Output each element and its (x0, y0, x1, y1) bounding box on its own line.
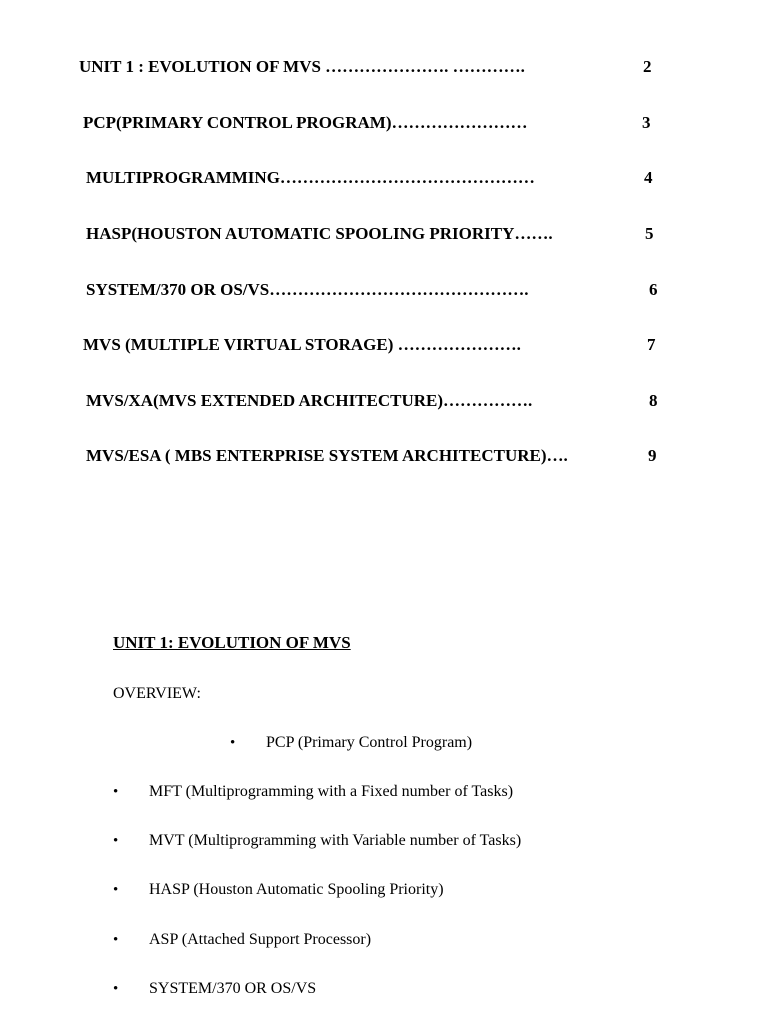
list-item: PCP (Primary Control Program) (266, 734, 473, 751)
toc-entry-page: 9 (648, 446, 657, 465)
section-title: UNIT 1: EVOLUTION OF MVS (113, 633, 351, 652)
toc-entry-title: MVS/XA(MVS EXTENDED ARCHITECTURE)……………. (86, 391, 533, 410)
toc-entry-page: 2 (643, 57, 652, 76)
toc-entry-page: 7 (647, 335, 656, 354)
list-item: MFT (Multiprogramming with a Fixed number of Tasks) (149, 783, 514, 800)
list-item: ASP (Attached Support Processor) (149, 931, 372, 948)
bullet-icon: • (113, 784, 119, 800)
toc-entry-title: MVS/ESA ( MBS ENTERPRISE SYSTEM ARCHITECTURE)…. (86, 446, 568, 465)
toc-entry-title: PCP(PRIMARY CONTROL PROGRAM)…………………… (83, 113, 528, 132)
toc-entry-page: 6 (649, 280, 658, 299)
bullet-icon: • (113, 932, 119, 948)
bullet-icon: • (113, 833, 119, 849)
list-item: MVT (Multiprogramming with Variable number of Tasks) (149, 832, 522, 849)
bullet-icon: • (113, 882, 119, 898)
toc-entry-page: 5 (645, 224, 654, 243)
toc-entry-title: MULTIPROGRAMMING……………………………………… (86, 168, 535, 187)
bullet-icon: • (230, 735, 236, 751)
toc-entry-page: 3 (642, 113, 651, 132)
list-item: SYSTEM/370 OR OS/VS (149, 980, 317, 997)
bullet-icon: • (113, 981, 119, 997)
toc-entry-page: 8 (649, 391, 658, 410)
toc-entry-title: SYSTEM/370 OR OS/VS………………………………………. (86, 280, 529, 299)
toc-entry-title: MVS (MULTIPLE VIRTUAL STORAGE) …………………. (83, 335, 521, 354)
toc-entry-title: HASP(HOUSTON AUTOMATIC SPOOLING PRIORITY……. (86, 224, 553, 243)
toc-entry-title: UNIT 1 : EVOLUTION OF MVS …………………. …………. (79, 57, 525, 76)
list-item: HASP (Houston Automatic Spooling Priority) (149, 881, 444, 898)
overview-label: OVERVIEW: (113, 685, 201, 702)
toc-entry-page: 4 (644, 168, 653, 187)
